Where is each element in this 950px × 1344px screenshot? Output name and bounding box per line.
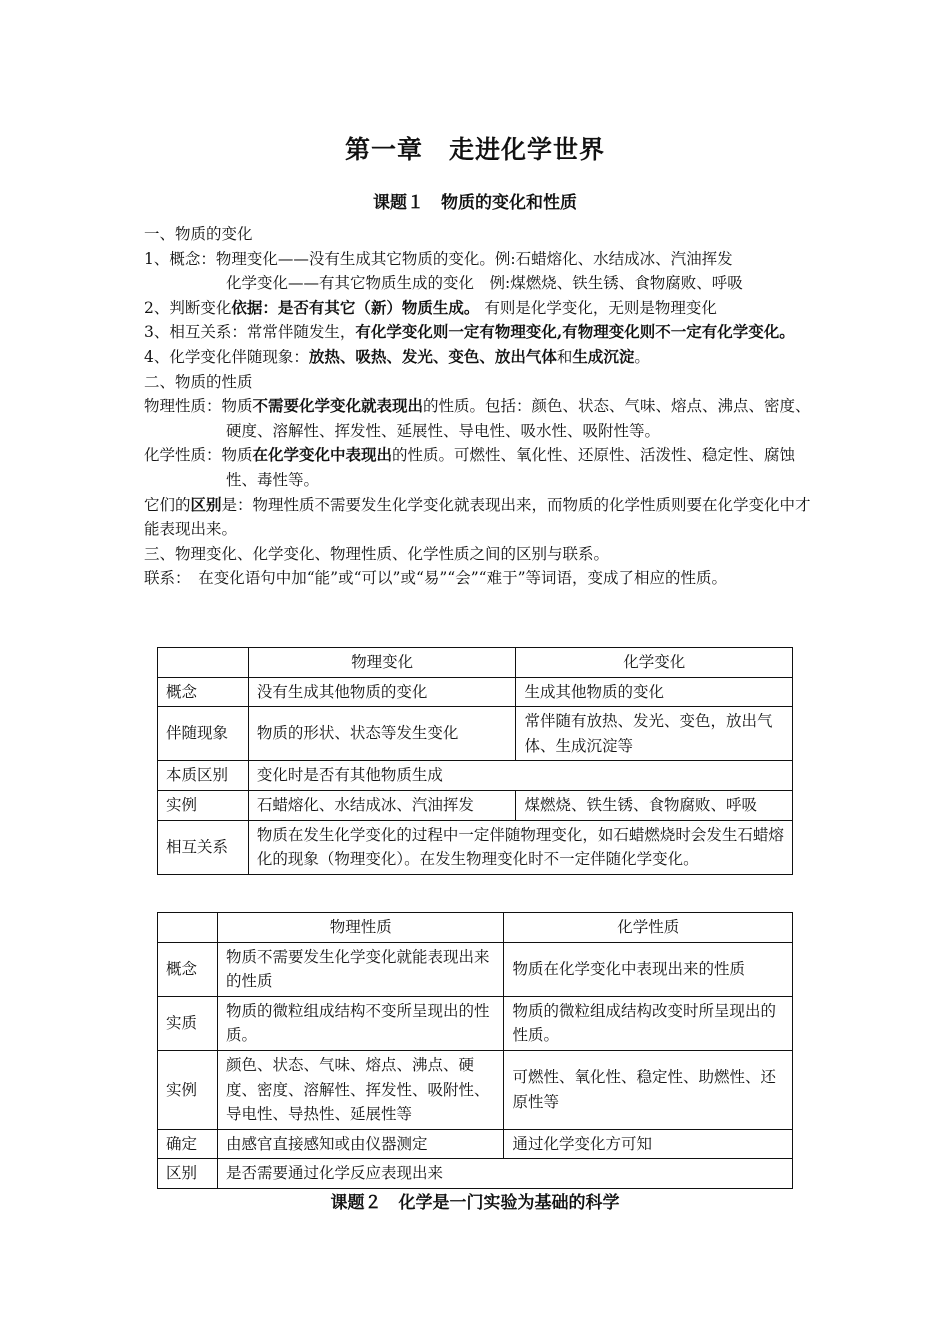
lesson1-body bbox=[144, 222, 812, 591]
table-cell: 石蜡熔化、水结成冰、汽油挥发 bbox=[248, 790, 516, 820]
row-label: 实例 bbox=[158, 1050, 218, 1129]
table-row bbox=[158, 761, 793, 791]
header-cell: 化学变化 bbox=[516, 648, 793, 678]
table-cell: 常伴随有放热、发光、变色，放出气体、生成沉淀等 bbox=[516, 707, 793, 761]
table-row bbox=[158, 790, 793, 820]
table-row bbox=[158, 1050, 793, 1129]
judge-basis-line: 2、判断变化依据：是否有其它（新）物质生成。 有则是化学变化，无则是物理变化 bbox=[144, 297, 717, 317]
table-cell: 物质在发生化学变化的过程中一定伴随物理变化，如石蜡燃烧时会发生石蜡熔化的现象（物理变化）。在发生物理变化时不一定伴随化学变化。 bbox=[248, 820, 792, 874]
table-row bbox=[158, 913, 793, 943]
table-cell: 通过化学变化方可知 bbox=[504, 1129, 793, 1159]
concept-line-physical: 1、概念：物理变化——没有生成其它物质的变化。例:石蜡熔化、水结成冰、汽油挥发 bbox=[144, 249, 733, 268]
table-cell: 物质的微粒组成结构改变时所呈现出的性质。 bbox=[504, 996, 793, 1050]
section1-heading: 一、物质的变化 bbox=[144, 225, 253, 243]
table-cell: 物质的微粒组成结构不变所呈现出的性质。 bbox=[217, 996, 504, 1050]
header-cell: 化学性质 bbox=[504, 913, 793, 943]
table-cell: 煤燃烧、铁生锈、食物腐败、呼吸 bbox=[516, 790, 793, 820]
row-label: 确定 bbox=[158, 1129, 218, 1159]
chemical-property-line: 化学性质：物质在化学变化中表现出的性质。可燃性、氧化性、还原性、活泼性、稳定性、腐蚀性、毒性等。 bbox=[144, 445, 796, 489]
lesson1-title: 课题１ 物质的变化和性质 bbox=[373, 193, 577, 213]
header-cell: 物理性质 bbox=[217, 913, 504, 943]
table-cell: 由感官直接感知或由仪器测定 bbox=[217, 1129, 504, 1159]
table-cell: 变化时是否有其他物质生成 bbox=[248, 761, 792, 791]
section3-heading: 三、物理变化、化学变化、物理性质、化学性质之间的区别与联系。 bbox=[144, 544, 610, 563]
phenomena-line: 4、化学变化伴随现象：放热、吸热、发光、变色、放出气体和生成沉淀。 bbox=[144, 346, 650, 366]
concept-line-chemical: 化学变化——有其它物质生成的变化 例:煤燃烧、铁生锈、食物腐败、呼吸 bbox=[226, 274, 743, 293]
table-row bbox=[158, 1159, 793, 1189]
header-cell: 物理变化 bbox=[248, 648, 516, 678]
table-row bbox=[158, 996, 793, 1050]
table-cell: 物质的形状、状态等发生变化 bbox=[248, 707, 516, 761]
table-row bbox=[158, 942, 793, 996]
row-label: 伴随现象 bbox=[158, 707, 249, 761]
section2-heading: 二、物质的性质 bbox=[144, 372, 253, 391]
physical-property-line: 物理性质：物质不需要化学变化就表现出的性质。包括：颜色、状态、气味、熔点、沸点、密度、硬度、溶解性、挥发性、延展性、导电性、吸水性、吸附性等。 bbox=[144, 396, 811, 440]
row-label: 相互关系 bbox=[158, 820, 249, 874]
row-label: 概念 bbox=[158, 677, 249, 707]
table-cell: 颜色、状态、气味、熔点、沸点、硬度、密度、溶解性、挥发性、吸附性、导电性、导热性、延展性等 bbox=[217, 1050, 504, 1129]
table-row bbox=[158, 820, 793, 874]
row-label: 实例 bbox=[158, 790, 249, 820]
table-cell: 生成其他物质的变化 bbox=[516, 677, 793, 707]
difference-line: 它们的区别是：物理性质不需要发生化学变化就表现出来，而物质的化学性质则要在化学变化中才能表现出来。 bbox=[144, 494, 811, 539]
table-cell: 可燃性、氧化性、稳定性、助燃性、还原性等 bbox=[504, 1050, 793, 1129]
lesson2-title: 课题２ 化学是一门实验为基础的科学 bbox=[330, 1193, 620, 1213]
relation-line: 3、相互关系：常常伴随发生，有化学变化则一定有物理变化,有物理变化则不一定有化学变化。 bbox=[144, 322, 795, 342]
row-label: 区别 bbox=[158, 1159, 218, 1189]
row-label: 实质 bbox=[158, 996, 218, 1050]
table-cell: 物质在化学变化中表现出来的性质 bbox=[504, 942, 793, 996]
row-label: 本质区别 bbox=[158, 761, 249, 791]
table-row bbox=[158, 677, 793, 707]
property-comparison-table bbox=[157, 912, 793, 1189]
table-cell: 没有生成其他物质的变化 bbox=[248, 677, 516, 707]
table-row bbox=[158, 648, 793, 678]
table-cell: 物质不需要发生化学变化就能表现出来的性质 bbox=[217, 942, 504, 996]
table-row bbox=[158, 1129, 793, 1159]
change-comparison-table bbox=[157, 647, 793, 875]
link-line: 联系： 在变化语句中加“能”或“可以”或“易”“会”“难于”等词语，变成了相应的性质。 bbox=[144, 569, 727, 588]
table-cell: 是否需要通过化学反应表现出来 bbox=[217, 1159, 792, 1189]
table-row bbox=[158, 707, 793, 761]
chapter-title: 第一章 走进化学世界 bbox=[344, 135, 605, 164]
row-label: 概念 bbox=[158, 942, 218, 996]
